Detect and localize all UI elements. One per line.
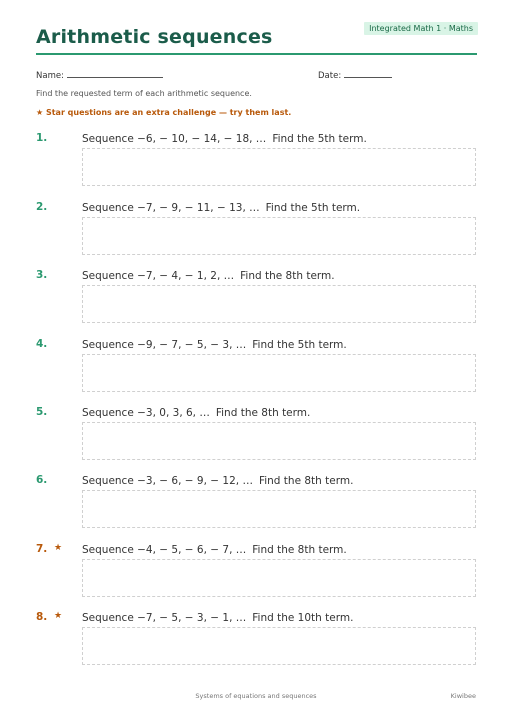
answer-box[interactable] [82,217,476,255]
name-line[interactable] [67,69,163,78]
star-icon: ★ [54,543,63,553]
question-text [82,202,360,214]
sequence-text: Sequence −7, − 9, − 11, − 13, … [82,202,260,214]
instructions: Find the requested term of each arithmetic sequence. [36,89,252,98]
question-number: 1. [36,132,48,144]
answer-box[interactable] [82,285,476,323]
sequence-text: Sequence −4, − 5, − 6, − 7, … [82,544,247,556]
answer-box[interactable] [82,422,476,460]
question-number: 6. [36,474,48,486]
footer-topic: Systems of equations and sequences [195,692,317,700]
footer-brand: Kiwibee [450,692,476,700]
question-text [82,133,367,145]
task-text: Find the 5th term. [265,202,361,214]
question-text [82,270,335,282]
question-text [82,544,347,556]
sequence-text: Sequence −3, − 6, − 9, − 12, … [82,475,253,487]
date-field[interactable] [318,69,392,81]
question-number: 3. [36,269,48,281]
question-text [82,475,353,487]
sequence-text: Sequence −6, − 10, − 14, − 18, … [82,133,267,145]
answer-box[interactable] [82,559,476,597]
question-2 [36,201,477,261]
star-note: ★ Star questions are an extra challenge — try them last. [36,108,292,117]
question-text [82,407,310,419]
sequence-text: Sequence −3, 0, 3, 6, … [82,407,210,419]
sequence-text: Sequence −7, − 4, − 1, 2, … [82,270,235,282]
answer-box[interactable] [82,354,476,392]
question-1 [36,132,477,192]
question-3 [36,269,477,329]
task-text: Find the 8th term. [258,475,354,487]
question-number: 4. [36,338,48,350]
date-label: Date: [318,71,342,81]
sequence-text: Sequence −9, − 7, − 5, − 3, … [82,339,247,351]
title-divider [36,53,477,55]
question-number: 8. [36,611,48,623]
question-4 [36,338,477,398]
question-number: 7. [36,543,48,555]
answer-box[interactable] [82,490,476,528]
date-line[interactable] [344,69,392,78]
answer-box[interactable] [82,627,476,665]
task-text: Find the 8th term. [252,544,347,556]
sequence-text: Sequence −7, − 5, − 3, − 1, … [82,612,247,624]
page-title: Arithmetic sequences [36,26,273,48]
course-badge: Integrated Math 1 · Maths [364,22,478,35]
task-text: Find the 8th term. [215,407,311,419]
task-text: Find the 8th term. [240,270,335,282]
question-7 [36,543,477,603]
question-number: 2. [36,201,48,213]
question-5 [36,406,477,466]
question-number: 5. [36,406,48,418]
question-8 [36,611,477,671]
question-text [82,339,347,351]
name-label: Name: [36,71,64,81]
task-text: Find the 5th term. [252,339,347,351]
name-field[interactable] [36,69,163,81]
question-text [82,612,353,624]
question-6 [36,474,477,534]
task-text: Find the 5th term. [272,133,367,145]
star-icon: ★ [54,611,63,621]
answer-box[interactable] [82,148,476,186]
task-text: Find the 10th term. [252,612,354,624]
